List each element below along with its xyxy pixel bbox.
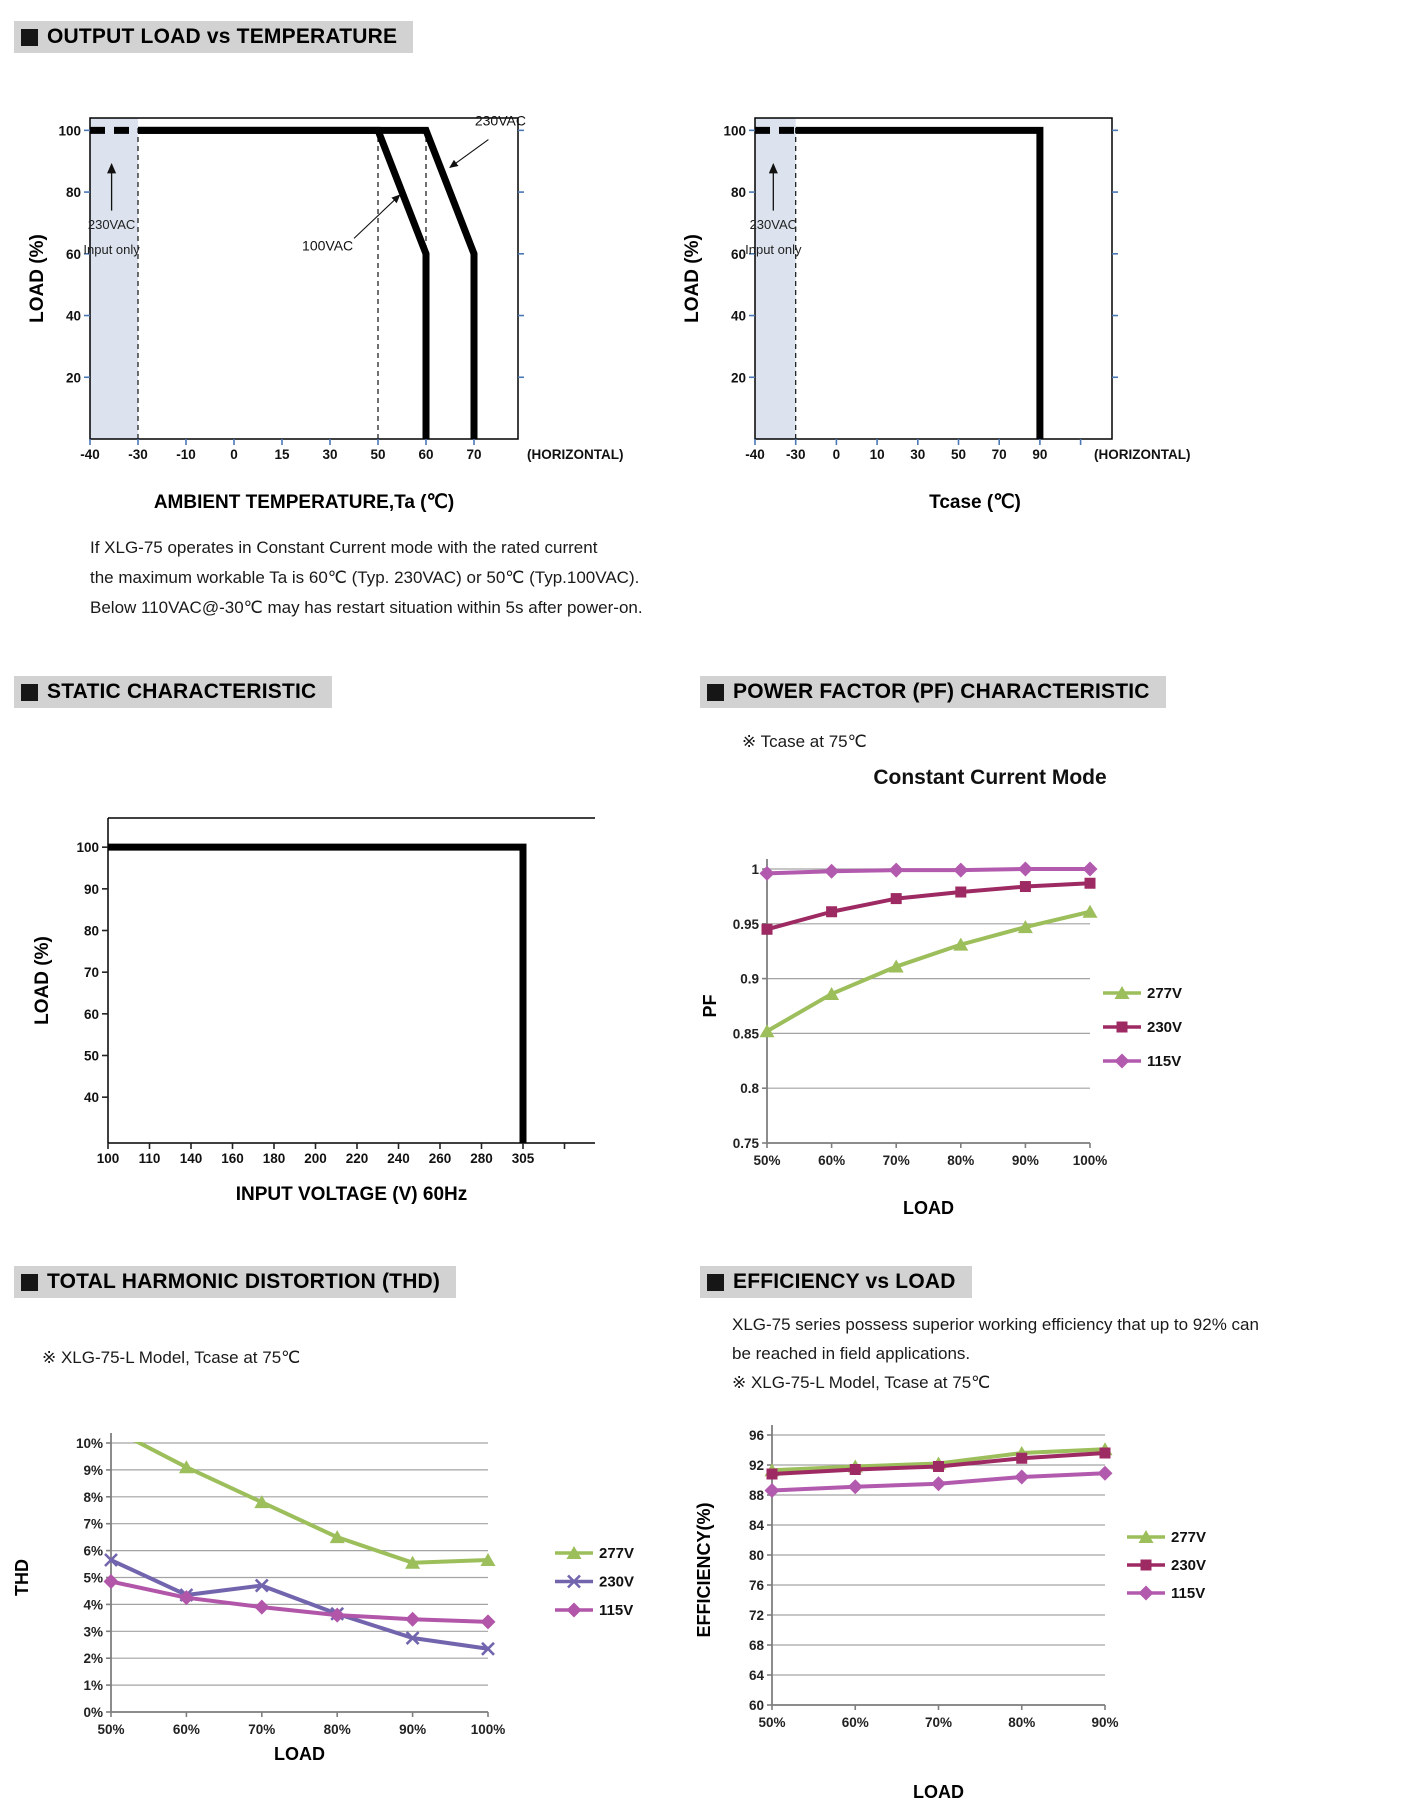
series-line-load-limit	[108, 847, 523, 1143]
y-tick-label: 4%	[83, 1597, 103, 1613]
section-header-efficiency	[700, 1266, 972, 1298]
diamond-marker	[1139, 1586, 1154, 1601]
note-line: the maximum workable Ta is 60℃ (Typ. 230VAC) or 50℃ (Typ.100VAC).	[90, 568, 640, 587]
x-tick-label: 60	[418, 447, 434, 462]
square-marker	[1016, 1453, 1027, 1464]
square-marker	[1020, 881, 1031, 892]
legend-label: 230V	[599, 1573, 635, 1591]
shaded-region-label: 230VAC	[87, 217, 136, 233]
pf-svg	[690, 800, 1405, 1225]
y-tick-label: 60	[748, 1698, 764, 1713]
series-line-277v	[767, 912, 1090, 1031]
x-tick-label: 90%	[399, 1722, 427, 1737]
x-tick-label: -30	[128, 447, 148, 462]
square-marker	[1117, 1022, 1128, 1033]
series-line-230vac	[796, 130, 1040, 439]
y-tick-label: 88	[748, 1488, 764, 1503]
y-tick-label: 0.85	[732, 1026, 759, 1042]
square-marker	[933, 1461, 944, 1472]
series-line-277v	[111, 1428, 488, 1563]
section-header-power-factor	[700, 676, 1166, 708]
series-line-115v	[767, 869, 1090, 873]
black-square-icon	[21, 684, 38, 701]
y-tick-label: 64	[748, 1668, 764, 1683]
thd-chart	[12, 1400, 718, 1797]
y-tick-label: 84	[748, 1518, 764, 1533]
y-tick-label: 92	[748, 1458, 764, 1473]
x-tick-label: -40	[745, 447, 765, 462]
legend-label: 115V	[599, 1602, 634, 1619]
efficiency-description	[732, 1310, 1259, 1397]
x-axis-note: (HORIZONTAL)	[527, 447, 624, 462]
x-tick-label: 110	[138, 1151, 161, 1166]
x-tick-label: 200	[304, 1151, 327, 1166]
x-tick-label: 70%	[248, 1722, 276, 1737]
diamond-marker	[1083, 862, 1098, 877]
black-square-icon	[21, 29, 38, 46]
y-tick-label: 9%	[83, 1462, 103, 1478]
x-tick-label: 70	[991, 447, 1007, 462]
y-tick-label: 40	[730, 308, 746, 324]
y-tick-label: 20	[730, 370, 746, 386]
y-axis-title: LOAD (%)	[27, 234, 48, 323]
series-group-277v	[760, 905, 1098, 1037]
section-title: EFFICIENCY vs LOAD	[733, 1270, 956, 1293]
x-tick-label: 30	[322, 447, 338, 462]
x-tick-label: 90%	[1011, 1153, 1039, 1168]
x-tick-label: 220	[345, 1151, 369, 1166]
y-tick-label: 20	[65, 370, 81, 386]
y-tick-label: 60	[83, 1006, 99, 1022]
x-tick-label: 100	[96, 1151, 120, 1166]
diamond-marker	[1098, 1466, 1113, 1481]
y-tick-label: 2%	[83, 1651, 103, 1667]
efficiency-chart	[690, 1420, 1408, 1819]
x-tick-label: 60%	[172, 1722, 200, 1737]
description-line: XLG-75 series possess superior working efficiency that up to 92% can	[732, 1315, 1259, 1334]
y-tick-label: 0%	[83, 1705, 103, 1720]
x-tick-label: 50	[370, 447, 386, 462]
x-tick-label: 0	[230, 447, 238, 462]
thd-condition-note: ※ XLG-75-L Model, Tcase at 75℃	[42, 1348, 301, 1367]
y-tick-label: 1%	[83, 1678, 103, 1694]
square-marker	[1141, 1560, 1152, 1571]
section-header-static-characteristic	[14, 676, 332, 708]
output-load-notes	[90, 533, 643, 623]
y-tick-label: 100	[58, 123, 81, 139]
x-tick-label: 80%	[947, 1153, 975, 1168]
x-tick-label: 180	[262, 1151, 286, 1166]
static-characteristic-chart	[30, 790, 630, 1215]
x-tick-label: 260	[428, 1151, 452, 1166]
diamond-marker	[567, 1603, 582, 1618]
load-vs-ambient-temperature-chart	[25, 88, 645, 521]
annotation-label: 230VAC	[474, 112, 526, 129]
x-tick-label: 80%	[323, 1722, 351, 1737]
shaded-region-label: 230VAC	[749, 217, 798, 233]
section-title: STATIC CHARACTERISTIC	[47, 680, 317, 703]
x-tick-label: 70	[466, 447, 482, 462]
x-tick-label: 70%	[924, 1715, 953, 1730]
y-axis-title: LOAD (%)	[32, 936, 53, 1025]
section-title: OUTPUT LOAD vs TEMPERATURE	[47, 25, 398, 48]
square-marker	[767, 1469, 778, 1480]
y-tick-label: 7%	[83, 1516, 103, 1532]
diamond-marker	[254, 1600, 269, 1615]
x-tick-label: 100%	[1072, 1153, 1108, 1168]
x-tick-label: 90	[1032, 447, 1048, 462]
y-tick-label: 5%	[83, 1570, 103, 1586]
y-tick-label: 100	[723, 123, 746, 139]
annotation-arrow	[450, 140, 488, 168]
section-title: POWER FACTOR (PF) CHARACTERISTIC	[733, 680, 1150, 703]
shaded-region-label: Input only	[83, 241, 140, 257]
x-tick-label: 50	[950, 447, 967, 462]
diamond-marker	[824, 864, 839, 879]
legend-label: 230V	[1147, 1019, 1183, 1036]
y-tick-label: 8%	[83, 1489, 103, 1505]
power-factor-chart	[690, 800, 1405, 1230]
y-tick-label: 40	[83, 1090, 99, 1106]
diamond-marker	[931, 1476, 946, 1491]
y-axis-title: LOAD (%)	[682, 234, 703, 323]
plot-frame	[755, 118, 1112, 439]
series-line-100vac	[138, 130, 426, 439]
black-square-icon	[707, 1274, 724, 1291]
diamond-marker	[889, 863, 904, 878]
y-tick-label: 80	[748, 1548, 764, 1563]
diamond-marker	[405, 1612, 420, 1627]
y-tick-label: 72	[748, 1608, 764, 1623]
load-vs-tcase-svg	[680, 88, 1280, 516]
x-tick-label: 160	[221, 1151, 244, 1166]
y-tick-label: 80	[83, 923, 99, 939]
x-tick-label: -30	[785, 447, 806, 462]
annotation-arrow	[354, 195, 400, 238]
diamond-marker	[1018, 862, 1033, 877]
y-tick-label: 0.75	[732, 1136, 759, 1151]
x-tick-label: 80%	[1008, 1715, 1036, 1730]
square-marker	[955, 887, 966, 898]
load-vs-ta-svg	[25, 88, 645, 516]
x-axis-title: Tcase (℃)	[929, 492, 1021, 513]
y-tick-label: 80	[730, 185, 746, 201]
x-tick-label: 10	[869, 447, 885, 462]
square-marker	[762, 924, 773, 935]
diamond-marker	[481, 1614, 496, 1629]
note-line: Below 110VAC@-30℃ may has restart situation within 5s after power-on.	[90, 598, 643, 617]
note-line: If XLG-75 operates in Constant Current mode with the rated current	[90, 538, 598, 557]
y-tick-label: 40	[65, 308, 81, 324]
x-tick-label: 100%	[470, 1722, 506, 1737]
y-tick-label: 80	[65, 185, 81, 201]
diamond-marker	[1014, 1470, 1029, 1485]
y-tick-label: 0.9	[740, 971, 759, 987]
x-axis-note: (HORIZONTAL)	[1094, 447, 1191, 462]
section-title: TOTAL HARMONIC DISTORTION (THD)	[47, 1270, 441, 1293]
y-tick-label: 0.8	[740, 1081, 759, 1097]
x-tick-label: 50%	[753, 1153, 781, 1168]
y-tick-label: 3%	[83, 1624, 103, 1640]
x-tick-label: 0	[832, 447, 841, 462]
diamond-marker	[765, 1483, 780, 1498]
square-marker	[850, 1464, 861, 1475]
y-tick-label: 68	[748, 1638, 764, 1653]
x-tick-label: 70%	[882, 1153, 910, 1168]
legend-label: 115V	[1147, 1053, 1182, 1070]
load-vs-tcase-chart	[680, 88, 1280, 521]
square-marker	[826, 906, 837, 917]
shaded-region	[755, 118, 796, 439]
shaded-region	[87, 118, 138, 439]
y-tick-label: 6%	[83, 1543, 103, 1559]
series-group-230v	[762, 878, 1096, 935]
black-square-icon	[707, 684, 724, 701]
section-header-output-load	[14, 21, 413, 53]
x-tick-label: 280	[470, 1151, 493, 1166]
x-tick-label: 240	[387, 1151, 410, 1166]
efficiency-svg	[690, 1420, 1408, 1819]
x-tick-label: -10	[176, 447, 196, 462]
y-tick-label: 76	[748, 1578, 764, 1593]
y-tick-label: 0.95	[732, 916, 759, 932]
x-axis-title: LOAD	[913, 1782, 964, 1802]
legend-label: 115V	[1171, 1585, 1206, 1602]
y-tick-label: 100	[76, 840, 99, 856]
thd-svg	[12, 1400, 718, 1792]
y-tick-label: 10%	[75, 1436, 103, 1451]
efficiency-condition-note: ※ XLG-75-L Model, Tcase at 75℃	[732, 1373, 991, 1392]
diamond-marker	[104, 1574, 119, 1589]
square-marker	[891, 893, 902, 904]
y-tick-label: 90	[83, 881, 99, 897]
x-axis-title: AMBIENT TEMPERATURE,Ta (℃)	[153, 492, 455, 513]
diamond-marker	[1115, 1054, 1130, 1069]
square-marker	[1100, 1448, 1111, 1459]
x-tick-label: 50%	[758, 1715, 786, 1730]
x-tick-label: 140	[179, 1151, 203, 1166]
square-marker	[1085, 878, 1096, 889]
x-tick-label: -40	[80, 447, 100, 462]
y-axis-title: THD	[12, 1559, 32, 1596]
legend-label: 277V	[1147, 985, 1183, 1002]
y-tick-label: 96	[748, 1428, 764, 1443]
diamond-marker	[953, 863, 968, 878]
description-line: be reached in field applications.	[732, 1344, 971, 1363]
y-tick-label: 70	[83, 965, 99, 981]
x-axis-title: LOAD	[274, 1744, 325, 1764]
series-group-115v	[760, 862, 1098, 881]
x-tick-label: 50%	[97, 1722, 125, 1737]
legend-label: 277V	[599, 1545, 635, 1562]
section-header-thd	[14, 1266, 456, 1298]
x-tick-label: 60%	[841, 1715, 869, 1730]
static-svg	[30, 790, 630, 1210]
black-square-icon	[21, 1274, 38, 1291]
y-axis-title: EFFICIENCY(%)	[694, 1502, 714, 1638]
y-tick-label: 60	[730, 246, 746, 262]
x-axis-title: INPUT VOLTAGE (V) 60Hz	[235, 1184, 468, 1205]
x-axis-title: LOAD	[903, 1198, 954, 1218]
annotation-label: 100VAC	[302, 237, 354, 254]
diamond-marker	[760, 866, 775, 881]
legend-label: 277V	[1171, 1529, 1207, 1546]
plot-frame	[87, 118, 518, 439]
diamond-marker	[848, 1479, 863, 1494]
x-tick-label: 90%	[1091, 1715, 1119, 1730]
x-tick-label: 15	[274, 447, 290, 462]
x-tick-label: 305	[511, 1151, 535, 1166]
pf-condition-note: ※ Tcase at 75℃	[742, 732, 867, 751]
y-axis-title: PF	[700, 994, 720, 1018]
legend-label: 230V	[1171, 1557, 1207, 1574]
x-tick-label: 30	[910, 447, 926, 462]
y-tick-label: 60	[65, 246, 81, 262]
y-tick-label: 1	[751, 862, 759, 877]
triangle-marker	[104, 1421, 119, 1434]
shaded-region-label: Input only	[745, 241, 802, 257]
y-tick-label: 50	[83, 1048, 99, 1064]
x-tick-label: 60%	[818, 1153, 846, 1168]
pf-chart-title: Constant Current Mode	[873, 766, 1107, 789]
